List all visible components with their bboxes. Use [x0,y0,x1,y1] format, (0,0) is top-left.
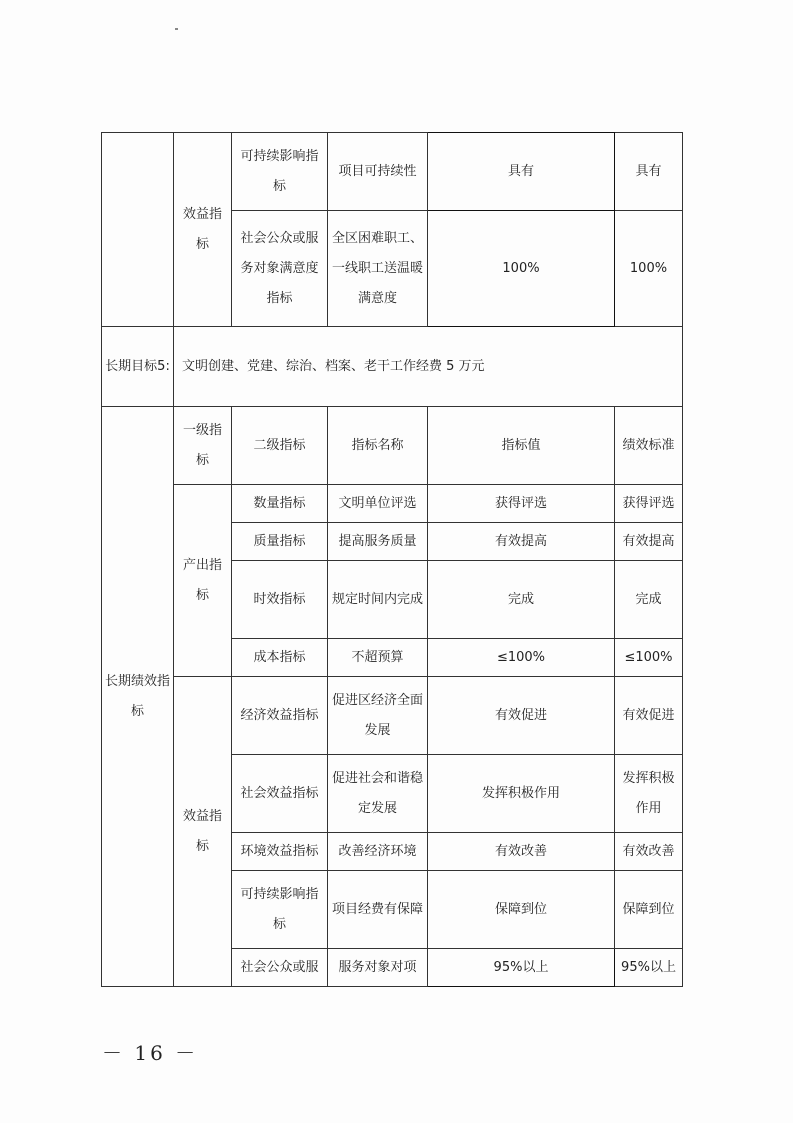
standard-cell: 100% [615,211,683,327]
indicator-value-cell: 有效改善 [428,833,615,871]
second-level-cell: 可持续影响指标 [232,871,328,949]
standard-cell: 完成 [615,561,683,639]
second-level-cell: 社会效益指标 [232,755,328,833]
indicator-name-cell: 不超预算 [328,639,428,677]
indicator-name-cell: 文明单位评选 [328,485,428,523]
second-level-cell: 经济效益指标 [232,677,328,755]
indicator-value-cell: 发挥积极作用 [428,755,615,833]
standard-cell: 有效促进 [615,677,683,755]
header-standard: 绩效标准 [615,407,683,485]
indicator-name-cell: 项目可持续性 [328,133,428,211]
second-level-cell: 社会公众或服务对象满意度指标 [232,211,328,327]
indicator-name-cell: 服务对象对项 [328,949,428,987]
indicator-value-cell: 有效促进 [428,677,615,755]
indicator-value-cell: 保障到位 [428,871,615,949]
table-row [102,485,683,523]
goal-text: 文明创建、党建、综治、档案、老干工作经费 5 万元 [174,327,683,407]
standard-cell: ≤100% [615,639,683,677]
page-number: － 16 － [102,1041,199,1065]
section-label: 长期绩效指标 [102,407,174,987]
scan-mark [175,28,178,30]
indicator-name-cell: 规定时间内完成 [328,561,428,639]
indicator-name-cell: 促进社会和谐稳定发展 [328,755,428,833]
standard-cell: 获得评选 [615,485,683,523]
indicator-value-cell: 具有 [428,133,615,211]
indicator-value-cell: 有效提高 [428,523,615,561]
standard-cell: 具有 [615,133,683,211]
indicator-name-cell: 改善经济环境 [328,833,428,871]
standard-cell: 95%以上 [615,949,683,987]
second-level-cell: 可持续影响指标 [232,133,328,211]
second-level-cell: 质量指标 [232,523,328,561]
first-level-cell: 效益指标 [174,677,232,987]
standard-cell: 有效提高 [615,523,683,561]
table-row [102,133,683,211]
second-level-cell: 社会公众或服 [232,949,328,987]
second-level-cell: 环境效益指标 [232,833,328,871]
standard-cell: 保障到位 [615,871,683,949]
header-indicator-name: 指标名称 [328,407,428,485]
indicator-value-cell: 100% [428,211,615,327]
performance-table [101,132,683,987]
header-first-level: 一级指标 [174,407,232,485]
second-level-cell: 时效指标 [232,561,328,639]
indicator-name-cell: 项目经费有保障 [328,871,428,949]
indicator-value-cell: 获得评选 [428,485,615,523]
header-indicator-value: 指标值 [428,407,615,485]
second-level-cell: 成本指标 [232,639,328,677]
indicator-value-cell: 完成 [428,561,615,639]
first-level-cell: 效益指标 [174,133,232,327]
header-row [102,407,683,485]
standard-cell: 发挥积极作用 [615,755,683,833]
indicator-name-cell: 提高服务质量 [328,523,428,561]
indicator-value-cell: 95%以上 [428,949,615,987]
indicator-value-cell: ≤100% [428,639,615,677]
standard-cell: 有效改善 [615,833,683,871]
header-second-level: 二级指标 [232,407,328,485]
table-row [102,677,683,755]
first-level-cell: 产出指标 [174,485,232,677]
goal-row [102,327,683,407]
second-level-cell: 数量指标 [232,485,328,523]
indicator-name-cell: 促进区经济全面发展 [328,677,428,755]
indicator-name-cell: 全区困难职工、一线职工送温暖满意度 [328,211,428,327]
empty-cell [102,133,174,327]
goal-label: 长期目标5: [102,327,174,407]
